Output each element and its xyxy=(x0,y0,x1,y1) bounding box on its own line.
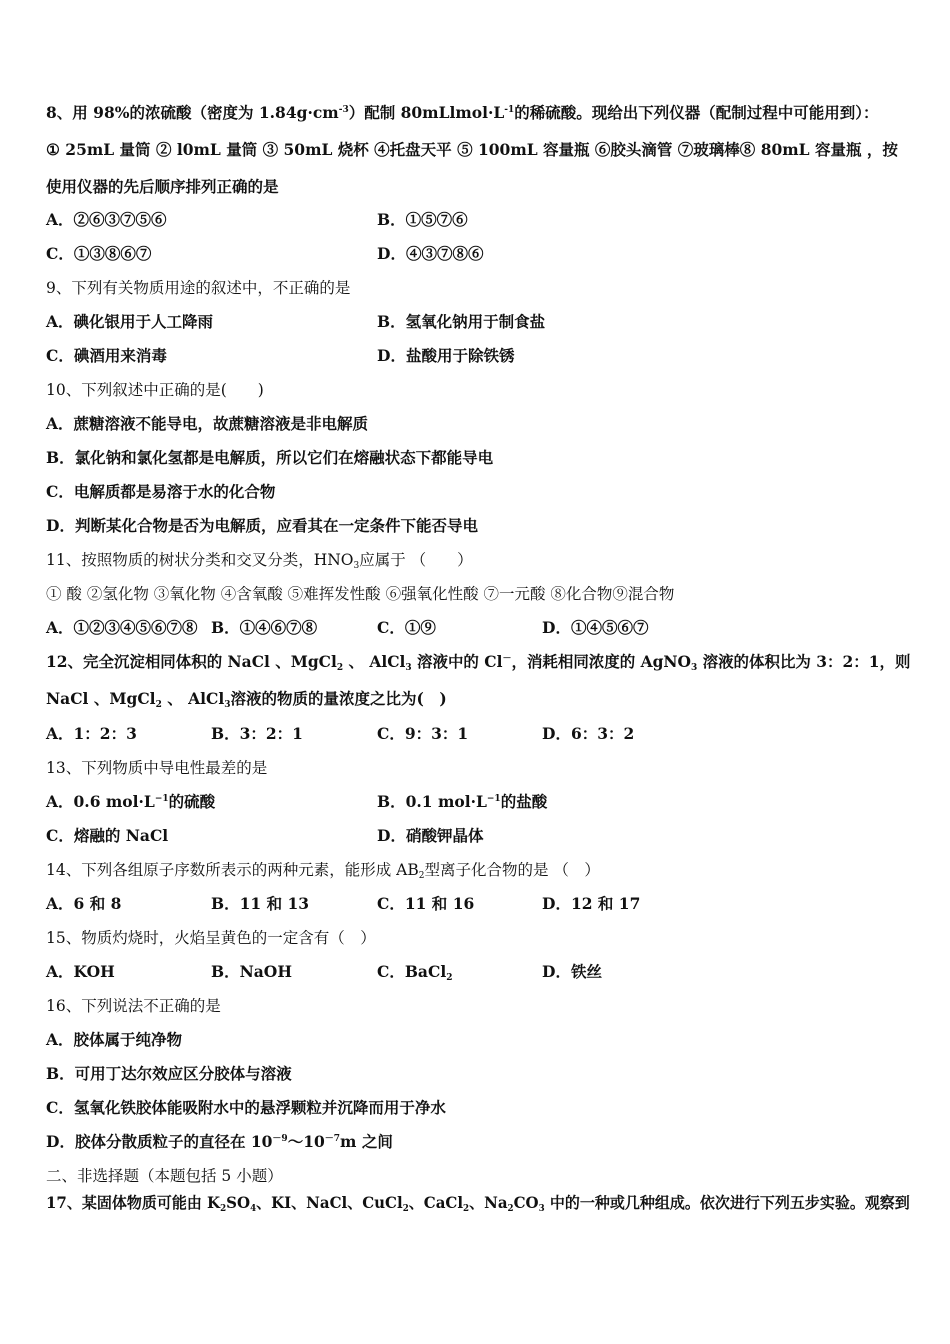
q12-stem-line2: NaCl 、MgCl$_2$ 、 AlCl$_3$溶液的物质的量浓度之比为( ) xyxy=(46,689,447,710)
q13-option-c: C．熔融的 NaCl xyxy=(46,826,169,845)
q14-stem: 14、下列各组原子序数所表示的两种元素，能形成 $AB_2$型离子化合物的是 （ ） xyxy=(46,861,600,881)
q11-stem: 11、按照物质的树状分类和交叉分类，$HNO_3$应属于 （ ） xyxy=(46,551,473,571)
q13-option-a: A．0.6 $mol\cdot L^{-1}$的硫酸 xyxy=(46,792,216,811)
q8-option-a: A．②⑥③⑦⑤⑥ xyxy=(46,210,167,229)
q15-option-a: A．KOH xyxy=(46,962,115,981)
section-heading: 二、非选择题（本题包括 5 小题） xyxy=(46,1167,283,1185)
q10-stem: 10、下列叙述中正确的是( ) xyxy=(46,381,264,399)
q14-option-b: B．11 和 13 xyxy=(211,894,310,913)
q10-option-b: B．氯化钠和氯化氢都是电解质，所以它们在熔融状态下都能导电 xyxy=(46,448,494,467)
q13-option-b: B．0.1 $mol\cdot L^{-1}$的盐酸 xyxy=(377,792,548,811)
q16-option-d: D．胶体分散质粒子的直径在 $10^{-9}\sim 10^{-7}m$ 之间 xyxy=(46,1132,393,1151)
q16-option-a: A．胶体属于纯净物 xyxy=(46,1030,183,1049)
q16-stem: 16、下列说法不正确的是 xyxy=(46,997,221,1015)
q14-option-a: A．6 和 8 xyxy=(46,894,122,913)
q8-option-b: B．①⑤⑦⑥ xyxy=(377,210,468,229)
q16-option-c: C．氢氧化铁胶体能吸附水中的悬浮颗粒并沉降而用于净水 xyxy=(46,1098,446,1117)
q15-option-c: C．BaCl$_2$ xyxy=(377,962,453,983)
q8-stem-line2: ① 25mL 量筒 ② l0mL 量筒 ③ 50mL 烧杯 ④托盘天平 ⑤ 100mL 容量瓶 ⑥胶头滴管 ⑦玻璃棒⑧ 80mL 容量瓶 ，按 xyxy=(46,140,898,159)
q10-option-d: D．判断某化合物是否为电解质，应看其在一定条件下能否导电 xyxy=(46,516,478,535)
q11-option-c: C．①⑨ xyxy=(377,618,436,637)
q15-option-d: D．铁丝 xyxy=(542,962,602,981)
q14-option-c: C．11 和 16 xyxy=(377,894,475,913)
q12-option-a: A．1：2：3 xyxy=(46,724,137,743)
q10-option-c: C．电解质都是易溶于水的化合物 xyxy=(46,482,276,501)
q12-option-b: B．3：2：1 xyxy=(211,724,303,743)
q10-option-a: A．蔗糖溶液不能导电，故蔗糖溶液是非电解质 xyxy=(46,414,369,433)
q15-stem: 15、物质灼烧时，火焰呈黄色的一定含有（ ） xyxy=(46,929,376,947)
q11-option-a: A．①②③④⑤⑥⑦⑧ xyxy=(46,618,198,637)
q12-stem-line1: 12、完全沉淀相同体积的 NaCl 、MgCl$_2$ 、 AlCl$_3$ 溶液中的 Cl－，消耗相同浓度的 AgNO$_3$ 溶液的体积比为 3：2：1，则 xyxy=(46,652,911,673)
q15-option-b: B．NaOH xyxy=(211,962,292,981)
q13-option-d: D．硝酸钾晶体 xyxy=(377,826,484,845)
q13-stem: 13、下列物质中导电性最差的是 xyxy=(46,759,268,777)
q8-stem-line1: 8、用 98%的浓硫酸（密度为 $1.84g\cdot cm^{-3}$）配制 $80mLlmol\cdot L^{-1}$的稀硫酸。现给出下列仪器（配制过程中可能用到）： xyxy=(46,103,879,122)
q11-option-b: B．①④⑥⑦⑧ xyxy=(211,618,318,637)
q9-option-d: D．盐酸用于除铁锈 xyxy=(377,346,515,365)
q16-option-b: B．可用丁达尔效应区分胶体与溶液 xyxy=(46,1064,292,1083)
q9-option-b: B．氢氧化钠用于制食盐 xyxy=(377,312,546,331)
q9-option-c: C．碘酒用来消毒 xyxy=(46,346,167,365)
q8-stem-line3: 使用仪器的先后顺序排列正确的是 xyxy=(46,177,279,196)
q11-items: ① 酸 ②氢化物 ③氧化物 ④含氧酸 ⑤难挥发性酸 ⑥强氧化性酸 ⑦一元酸 ⑧化合物⑨混合物 xyxy=(46,585,675,603)
q12-option-d: D．6：3：2 xyxy=(542,724,635,743)
q9-stem: 9、下列有关物质用途的叙述中，不正确的是 xyxy=(46,279,351,297)
q12-option-c: C．9：3：1 xyxy=(377,724,469,743)
q8-option-c: C．①③⑧⑥⑦ xyxy=(46,244,152,263)
q17-stem: 17、某固体物质可能由 $K_2SO_4$、KI、NaCl、CuCl$_2$、CaCl$_2$、$Na_2CO_3$ 中的一种或几种组成。依次进行下列五步实验。观察到 xyxy=(46,1193,910,1214)
q11-option-d: D．①④⑤⑥⑦ xyxy=(542,618,649,637)
q9-option-a: A．碘化银用于人工降雨 xyxy=(46,312,214,331)
q8-option-d: D．④③⑦⑧⑥ xyxy=(377,244,484,263)
q14-option-d: D．12 和 17 xyxy=(542,894,641,913)
